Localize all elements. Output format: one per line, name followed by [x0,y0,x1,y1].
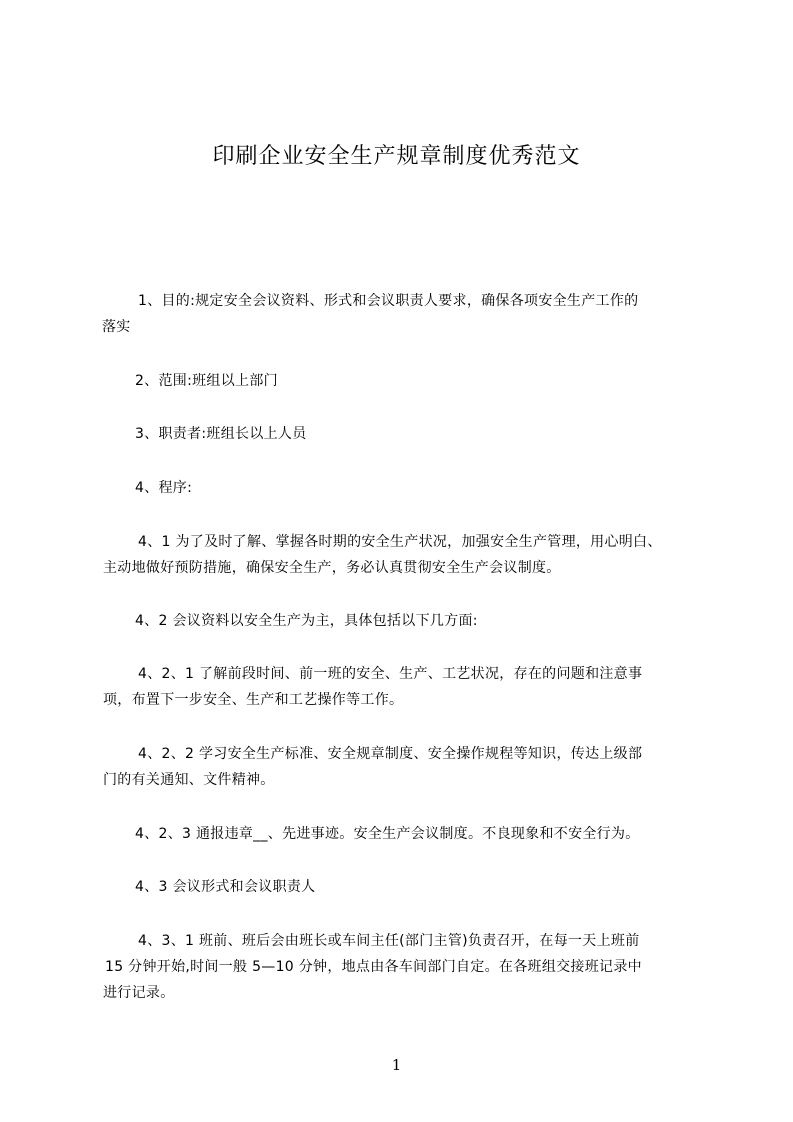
paragraph-4-2-2 [103,741,703,793]
paragraph-line: 4、1 为了及时了解、掌握各时期的安全生产状况，加强安全生产管理，用心明白、 [138,534,662,550]
paragraph-4-1 [103,529,703,581]
paragraph-4-2-1 [103,661,703,713]
paragraph-line: 3、职责者:班组长以上人员 [135,426,307,442]
paragraph-4-3-1 [103,928,703,1006]
paragraph-4 [103,475,703,501]
paragraph-line: 4、程序: [135,480,193,496]
paragraph-line: 4、2、2 学习安全生产标准、安全规章制度、安全操作规程等知识，传达上级部 [138,746,643,762]
document-title: 印刷企业安全生产规章制度优秀范文 [212,144,581,169]
paragraph-line: 1、目的:规定安全会议资料、形式和会议职责人要求，确保各项安全生产工作的 [138,293,639,309]
page-number: 1 [391,1056,402,1074]
paragraph-1 [103,288,703,340]
paragraph-4-3 [103,874,703,900]
paragraph-4-2 [103,608,703,634]
paragraph-line: 4、3 会议形式和会议职责人 [135,879,316,895]
paragraph-line: 4、2、3 通报违章__、先进事迹。安全生产会议制度。不良现象和不安全行为。 [135,826,640,842]
paragraph-line: 4、2、1 了解前段时间、前一班的安全、生产、工艺状况，存在的问题和注意事 [138,666,643,682]
paragraph-line: 门的有关通知、文件精神。 [103,772,275,788]
paragraph-line: 项，布置下一步安全、生产和工艺操作等工作。 [103,692,404,708]
paragraph-line: 落实 [102,319,131,335]
paragraph-4-2-3 [103,821,703,847]
paragraph-line: 4、3、1 班前、班后会由班长或车间主任(部门主管)负责召开，在每一天上班前 [138,933,640,949]
paragraph-2 [103,368,703,394]
paragraph-line: 15 分钟开始,时间一般 5—10 分钟，地点由各车间部门自定。在各班组交接班记录中 [105,959,642,975]
paragraph-line: 主动地做好预防措施，确保安全生产，务必认真贯彻安全生产会议制度。 [103,560,561,576]
paragraph-3 [103,421,703,447]
paragraph-line: 进行记录。 [103,985,175,1001]
paragraph-line: 2、范围:班组以上部门 [135,373,278,389]
paragraph-line: 4、2 会议资料以安全生产为主，具体包括以下几方面: [135,613,478,629]
